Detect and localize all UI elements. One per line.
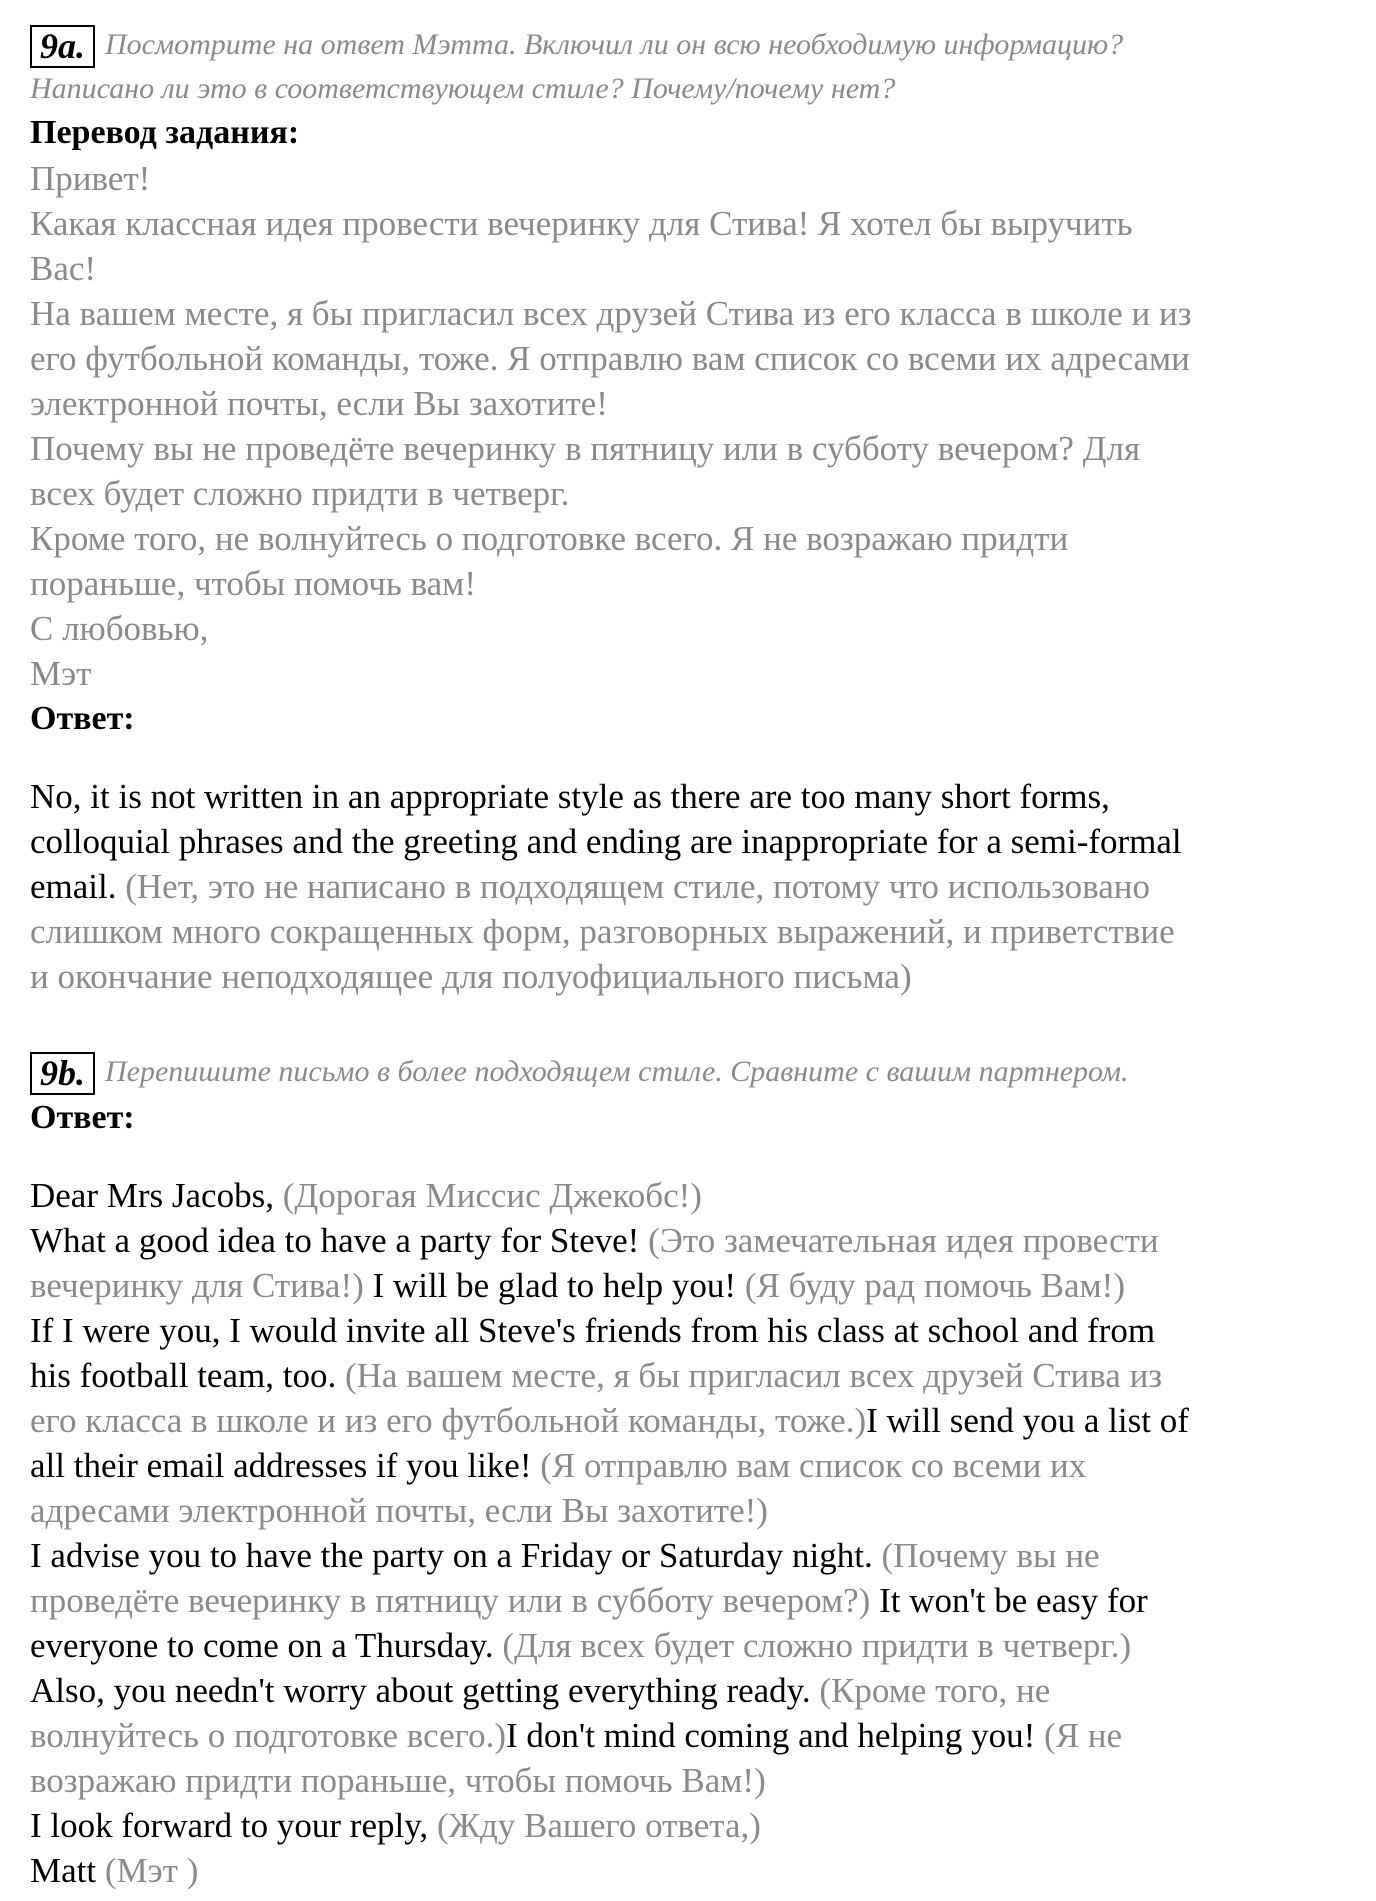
- english-text: I will be glad to help you!: [372, 1266, 745, 1305]
- letter-line: [30, 1488, 1350, 1533]
- russian-translation: (Жду Вашего ответа,): [436, 1806, 761, 1845]
- answer-line: No, it is not written in an appropriate style as there are too many short forms,: [30, 777, 1110, 816]
- english-text: It won't be easy for: [879, 1581, 1148, 1620]
- letter-line: [30, 1218, 1350, 1263]
- letter-line: [30, 1263, 1350, 1308]
- english-text: Dear Mrs Jacobs,: [30, 1176, 283, 1215]
- english-text: Matt: [30, 1851, 105, 1890]
- page: [30, 24, 1350, 1893]
- translation-line: Почему вы не проведёте вечеринку в пятницу или в субботу вечером? Для: [30, 429, 1141, 468]
- task-9a-answer-text: [30, 774, 1350, 999]
- russian-translation: вечеринку для Стива!): [30, 1266, 373, 1305]
- russian-translation: (Я отправлю вам список со всеми их: [540, 1446, 1087, 1485]
- task-9a-instruction-line-2: Написано ли это в соответствующем стиле? Почему/почему нет?: [30, 72, 896, 105]
- english-text: everyone to come on a Thursday.: [30, 1626, 503, 1665]
- russian-translation: возражаю придти пораньше, чтобы помочь Вам!): [30, 1761, 766, 1800]
- letter-line: [30, 1173, 1350, 1218]
- translation-line: На вашем месте, я бы пригласил всех друзей Стива из его класса в школе и из: [30, 294, 1192, 333]
- letter-line: [30, 1803, 1350, 1848]
- english-text: I don't mind coming and helping you!: [506, 1716, 1045, 1755]
- translation-line: пораньше, чтобы помочь вам!: [30, 564, 476, 603]
- letter-line: [30, 1308, 1350, 1353]
- russian-translation: адресами электронной почты, если Вы захотите!): [30, 1491, 768, 1530]
- translation-heading: Перевод задания:: [30, 114, 300, 151]
- answer-line: и окончание неподходящее для полуофициального письма): [30, 957, 912, 996]
- translation-line: Привет!: [30, 159, 151, 198]
- letter-line: [30, 1713, 1350, 1758]
- answer-line: email. (Нет, это не написано в подходящем стиле, потому что использовано: [30, 867, 1150, 906]
- task-9a-header: [30, 24, 1350, 68]
- russian-translation: (Мэт ): [104, 1851, 199, 1890]
- russian-translation: (Дорогая Миссис Джекобс!): [282, 1176, 702, 1215]
- task-9b-badge: 9b.: [30, 1052, 95, 1095]
- translation-line: Мэт: [30, 654, 92, 693]
- translation-line: Кроме того, не волнуйтесь о подготовке всего. Я не возражаю придти: [30, 519, 1069, 558]
- task-9b-header: [30, 1051, 1350, 1095]
- russian-translation: (Для всех будет сложно придти в четверг.): [502, 1626, 1132, 1665]
- task-9b-answer-heading: Ответ:: [30, 1099, 135, 1136]
- letter-line: [30, 1443, 1350, 1488]
- russian-translation: волнуйтесь о подготовке всего.): [30, 1716, 506, 1755]
- task-9b-instruction: Перепишите письмо в более подходящем стиле. Сравните с вашим партнером.: [105, 1055, 1129, 1088]
- letter-line: [30, 1398, 1350, 1443]
- russian-translation: его класса в школе и из его футбольной команды, тоже.): [30, 1401, 867, 1440]
- russian-translation: (На вашем месте, я бы пригласил всех друзей Стива из: [344, 1356, 1163, 1395]
- russian-translation: (Кроме того, не: [819, 1671, 1051, 1710]
- translation-line: всех будет сложно придти в четверг.: [30, 474, 570, 513]
- english-text: I look forward to your reply,: [30, 1806, 437, 1845]
- russian-translation: (Я буду рад помочь Вам!): [744, 1266, 1125, 1305]
- translation-line: Вас!: [30, 249, 97, 288]
- english-text: I will send you a list of: [866, 1401, 1189, 1440]
- letter-line: [30, 1353, 1350, 1398]
- russian-translation: (Это замечательная идея провести: [648, 1221, 1159, 1260]
- translation-text: [30, 156, 1350, 696]
- letter-line: [30, 1623, 1350, 1668]
- translation-line: С любовью,: [30, 609, 209, 648]
- english-text: Also, you needn't worry about getting everything ready.: [30, 1671, 820, 1710]
- russian-translation: (Почему вы не: [881, 1536, 1100, 1575]
- answer-line: слишком много сокращенных форм, разговорных выражений, и приветствие: [30, 912, 1175, 951]
- english-text: all their email addresses if you like!: [30, 1446, 541, 1485]
- answer-line: colloquial phrases and the greeting and ending are inappropriate for a semi-formal: [30, 822, 1182, 861]
- russian-translation: проведёте вечеринку в пятницу или в субботу вечером?): [30, 1581, 880, 1620]
- letter-line: [30, 1578, 1350, 1623]
- english-text: If I were you, I would invite all Steve's friends from his class at school and from: [30, 1311, 1156, 1350]
- translation-line: электронной почты, если Вы захотите!: [30, 384, 608, 423]
- translation-line: его футбольной команды, тоже. Я отправлю вам список со всеми их адресами: [30, 339, 1190, 378]
- russian-translation: (Я не: [1044, 1716, 1123, 1755]
- letter-line: [30, 1848, 1350, 1893]
- letter-line: [30, 1533, 1350, 1578]
- english-text: I advise you to have the party on a Friday or Saturday night.: [30, 1536, 882, 1575]
- rewritten-letter: [30, 1173, 1350, 1893]
- english-text: What a good idea to have a party for Steve!: [30, 1221, 649, 1260]
- task-9a-answer-heading: Ответ:: [30, 700, 135, 737]
- letter-line: [30, 1758, 1350, 1803]
- letter-line: [30, 1668, 1350, 1713]
- translation-line: Какая классная идея провести вечеринку для Стива! Я хотел бы выручить: [30, 204, 1133, 243]
- english-text: his football team, too.: [30, 1356, 345, 1395]
- task-9a-instruction-line-1: Посмотрите на ответ Мэтта. Включил ли он всю необходимую информацию?: [105, 28, 1124, 61]
- task-9a-badge: 9a.: [30, 25, 95, 68]
